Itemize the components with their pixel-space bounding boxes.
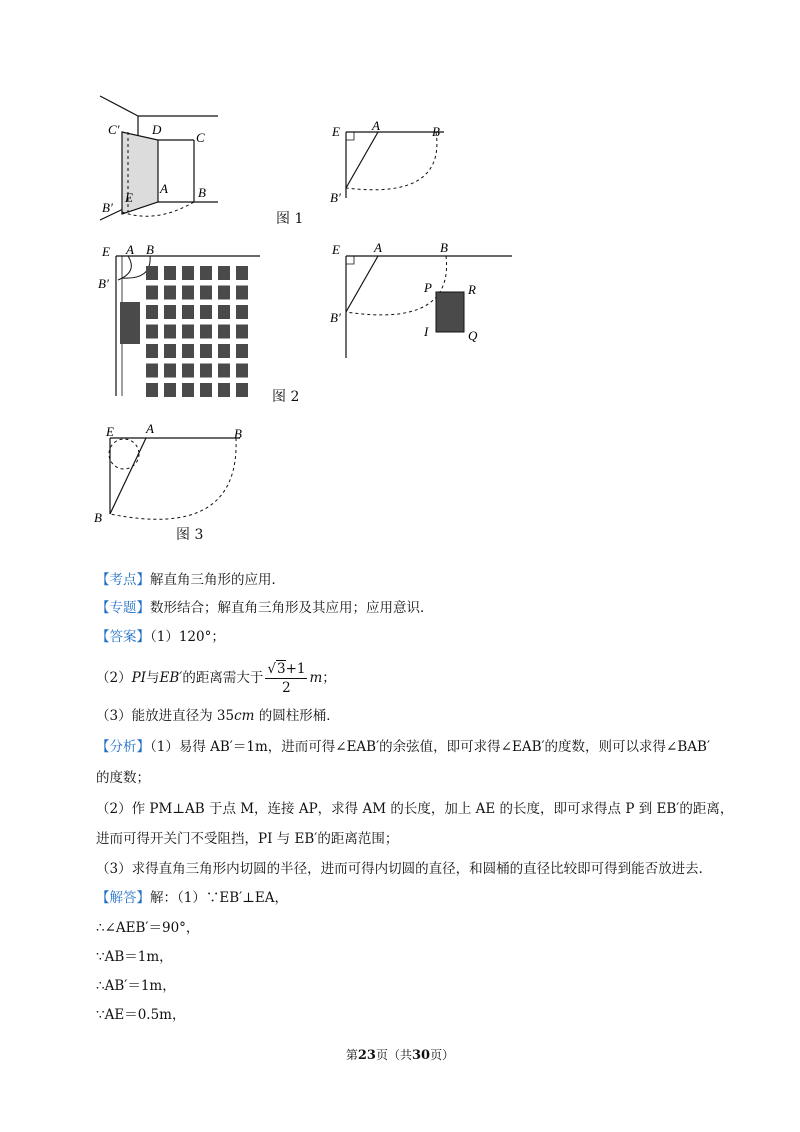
desk xyxy=(146,364,158,378)
footer-post: 页） xyxy=(430,1048,455,1062)
label-a: A xyxy=(126,242,134,257)
desk xyxy=(218,344,230,358)
desk xyxy=(182,364,194,378)
desk xyxy=(236,383,248,397)
label-a: A xyxy=(372,118,380,133)
fenxi-text-1: （1）易得 AB′＝1m，进而可得∠EAB′的余弦值，即可求得∠EAB′的度数，则可以求得∠BAB′ xyxy=(150,739,711,755)
daan-line-3 xyxy=(96,706,340,726)
desk xyxy=(182,305,194,319)
label-e: E xyxy=(332,242,340,257)
kaodian-text: 解直角三角形的应用． xyxy=(150,572,285,588)
label-e: E xyxy=(106,424,114,439)
label-b: B xyxy=(198,185,206,200)
desk xyxy=(218,286,230,300)
unit-m: m xyxy=(309,670,323,686)
desk xyxy=(236,286,248,300)
label-e: E xyxy=(125,190,133,205)
daan-2-pre: （2） xyxy=(96,670,132,686)
page-footer xyxy=(0,1046,800,1063)
desk xyxy=(146,266,158,280)
figure-1-caption: 图 1 xyxy=(276,211,304,227)
label-b: B xyxy=(146,242,154,257)
desk xyxy=(200,305,212,319)
jieda-text-1: 解：（1）∵EB′⊥EA， xyxy=(150,890,288,906)
desk xyxy=(236,364,248,378)
desk xyxy=(200,364,212,378)
label-r: R xyxy=(468,282,476,297)
figure-2-diagram xyxy=(326,238,516,363)
label-b-prime: B′ xyxy=(330,310,341,325)
var-pi: PI xyxy=(131,670,147,686)
label-i: I xyxy=(424,324,429,339)
label-b: B xyxy=(94,510,102,525)
daan-3-pre: （3）能放进直径为 35 xyxy=(96,708,235,724)
desk xyxy=(146,325,158,339)
desk xyxy=(182,344,194,358)
footer-mid: 页（共 xyxy=(375,1048,412,1062)
label-p: P xyxy=(424,280,432,295)
desk xyxy=(164,305,176,319)
desk xyxy=(164,325,176,339)
jieda-line-3: ∵AB＝1m， xyxy=(96,949,173,965)
desk xyxy=(164,344,176,358)
daan-2-end: ； xyxy=(322,670,336,686)
figure-1-right xyxy=(326,118,456,208)
desk xyxy=(236,266,248,280)
kaodian-line xyxy=(96,570,285,590)
label-q: Q xyxy=(468,328,478,343)
desk xyxy=(218,364,230,378)
jieda-line-5: ∵AE＝0.5m， xyxy=(96,1007,186,1023)
desk xyxy=(164,383,176,397)
figure-2-caption: 图 2 xyxy=(272,389,300,405)
label-b: B xyxy=(234,426,242,441)
desk xyxy=(218,266,230,280)
desk xyxy=(236,305,248,319)
daan-2-mid: 与 xyxy=(146,670,160,686)
fenxi-line-1 xyxy=(96,737,710,757)
label-a: A xyxy=(146,421,154,436)
fraction: $\frac{√3+1}{2}$ xyxy=(267,661,306,696)
desk xyxy=(146,286,158,300)
fenxi-line-3: （2）作 PM⊥AB 于点 M，连接 AP，求得 AM 的长度，加上 AE 的长度，即可求得点 P 到 EB′的距离， xyxy=(96,801,734,817)
label-b-prime: B′ xyxy=(98,276,109,291)
desk xyxy=(236,325,248,339)
fenxi-line-2: 的度数； xyxy=(96,770,150,786)
desk xyxy=(218,383,230,397)
label-b: B xyxy=(432,124,440,139)
desk xyxy=(200,266,212,280)
fenxi-line-4: 进而可得开关门不受阻挡，PI 与 EB′的距离范围； xyxy=(96,831,399,847)
desk xyxy=(164,286,176,300)
desk xyxy=(146,305,158,319)
label-b-prime: B′ xyxy=(102,200,113,215)
desk xyxy=(218,305,230,319)
label-b-prime: B′ xyxy=(330,190,341,205)
label-b: B xyxy=(440,240,448,255)
figure-3-caption: 图 3 xyxy=(176,527,204,543)
var-eb: EB′ xyxy=(159,670,183,686)
label-a: A xyxy=(374,240,382,255)
frac-plus: +1 xyxy=(285,661,306,677)
figure-3 xyxy=(90,420,250,530)
frac-den: 2 xyxy=(282,680,291,696)
desk xyxy=(182,266,194,280)
desk xyxy=(182,325,194,339)
unit-cm: cm xyxy=(234,708,255,724)
desk xyxy=(200,383,212,397)
daan-2-text: 的距离需大于 xyxy=(182,670,264,686)
desk xyxy=(236,344,248,358)
footer-page: 23 xyxy=(357,1048,376,1063)
desk xyxy=(164,266,176,280)
fenxi-tag: 【分析】 xyxy=(96,739,150,755)
desk xyxy=(182,286,194,300)
label-d: D xyxy=(152,122,162,137)
daan-line-1 xyxy=(96,627,225,647)
label-c: C xyxy=(196,130,205,145)
desk xyxy=(200,344,212,358)
zhuanti-line xyxy=(96,598,434,618)
jieda-line-2: ∴∠AEB′＝90°， xyxy=(96,920,200,936)
zhuanti-tag: 【专题】 xyxy=(96,600,150,616)
daan-3-end: 的圆柱形桶． xyxy=(254,708,340,724)
footer-total: 30 xyxy=(412,1048,431,1063)
label-c-prime: C′ xyxy=(108,122,120,137)
label-e: E xyxy=(332,124,340,139)
desk xyxy=(146,344,158,358)
desk xyxy=(200,325,212,339)
daan-line-2 xyxy=(96,658,336,698)
footer-pre: 第 xyxy=(345,1048,358,1062)
desk xyxy=(164,364,176,378)
desk xyxy=(182,383,194,397)
daan-text-1: （1）120°； xyxy=(150,629,225,645)
jieda-line-4: ∴AB′＝1m， xyxy=(96,978,176,994)
label-e: E xyxy=(102,244,110,259)
fenxi-line-5: （3）求得直角三角形内切圆的半径，进而可得内切圆的直径，和圆桶的直径比较即可得到能否放进去． xyxy=(96,861,713,877)
zhuanti-text: 数形结合；解直角三角形及其应用；应用意识． xyxy=(150,600,434,616)
jieda-line-1 xyxy=(96,888,288,908)
desk xyxy=(146,383,158,397)
jieda-tag: 【解答】 xyxy=(96,890,150,906)
frac-radicand: 3 xyxy=(276,661,286,677)
figure-2-classroom xyxy=(94,240,264,400)
desk xyxy=(200,286,212,300)
desk xyxy=(218,325,230,339)
daan-tag: 【答案】 xyxy=(96,629,150,645)
kaodian-tag: 【考点】 xyxy=(96,572,150,588)
label-a: A xyxy=(160,181,168,196)
